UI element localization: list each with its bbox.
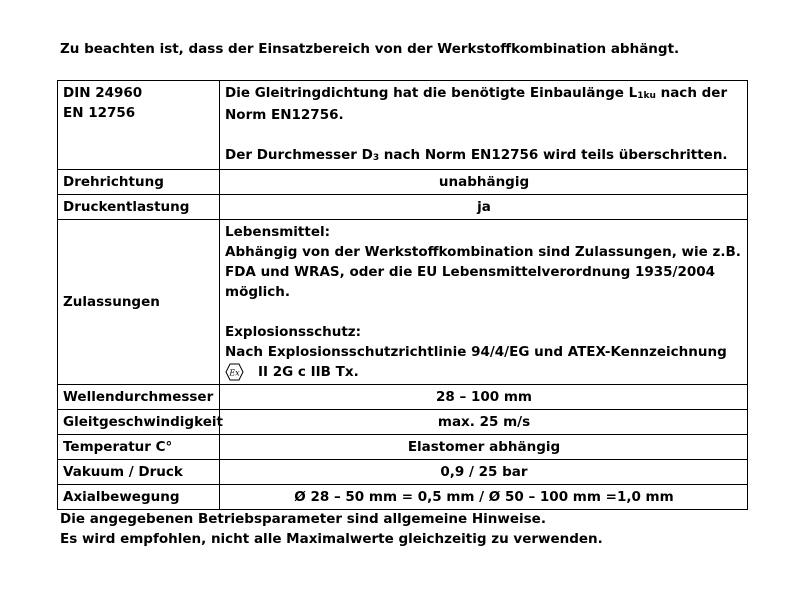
norm-gap — [225, 125, 743, 145]
ex-marking-text: Ex — [229, 368, 240, 378]
footer-line-2: Es wird empfohlen, nicht alle Maximalwerte gleichzeitig zu verwenden. — [60, 531, 603, 547]
intro-text: Zu beachten ist, dass der Einsatzbereich von der Werkstoffkombination abhängt. — [60, 41, 680, 57]
gleitgeschwindigkeit-value: max. 25 m/s — [220, 410, 748, 435]
norm-text-diameter-before: Der Durchmesser D — [225, 147, 373, 163]
wellendurchmesser-value: 28 – 100 mm — [220, 385, 748, 410]
table-row-zulassungen — [58, 220, 748, 385]
table-row-wellendurchmesser — [58, 385, 748, 410]
table-row-drehrichtung — [58, 170, 748, 195]
norm-text-length-after: nach der Norm EN12756. — [225, 85, 728, 123]
norm-text-length — [225, 83, 743, 125]
axialbewegung-label: Axialbewegung — [58, 485, 220, 510]
axialbewegung-value: Ø 28 – 50 mm = 0,5 mm / Ø 50 – 100 mm =1,0 mm — [220, 485, 748, 510]
food-text: Abhängig von der Werkstoffkombination sind Zulassungen, wie z.B. FDA und WRAS, oder die EU Lebensmittelverordnung 1935/2004 möglich. — [225, 244, 741, 300]
temperatur-label: Temperatur C° — [58, 435, 220, 460]
zulassungen-gap — [225, 302, 743, 322]
temperatur-value: Elastomer abhängig — [220, 435, 748, 460]
explosion-text-before: Nach Explosionsschutzrichtlinie 94/4/EG und ATEX-Kennzeichnung — [225, 344, 727, 360]
drehrichtung-value: unabhängig — [220, 170, 748, 195]
table-row-norm — [58, 81, 748, 170]
norm-text-length-before: Die Gleitringdichtung hat die benötigte Einbaulänge L — [225, 85, 638, 101]
druckentlastung-label: Druckentlastung — [58, 195, 220, 220]
food-heading: Lebensmittel: — [225, 224, 331, 240]
table-row-temperatur — [58, 435, 748, 460]
vakuum-value: 0,9 / 25 bar — [220, 460, 748, 485]
explosion-text — [225, 342, 743, 382]
norm-value-cell — [220, 81, 748, 170]
zulassungen-label: Zulassungen — [58, 220, 220, 385]
norm-label-din: DIN 24960 — [63, 85, 143, 101]
table-row-druckentlastung — [58, 195, 748, 220]
norm-text-length-sub: 1ku — [637, 91, 656, 101]
druckentlastung-value: ja — [220, 195, 748, 220]
table-row-vakuum — [58, 460, 748, 485]
spec-table — [57, 80, 748, 510]
norm-label-en: EN 12756 — [63, 105, 136, 121]
table-row-gleitgeschwindigkeit — [58, 410, 748, 435]
zulassungen-value-cell — [220, 220, 748, 385]
explosion-heading: Explosionsschutz: — [225, 324, 362, 340]
vakuum-label: Vakuum / Druck — [58, 460, 220, 485]
norm-text-diameter-sub: 3 — [372, 153, 380, 163]
norm-text-diameter — [225, 145, 743, 167]
explosion-text-after: II 2G c IIB Tx. — [258, 364, 359, 380]
footer-notes — [60, 509, 603, 549]
ex-marking-icon — [225, 363, 244, 381]
footer-line-1: Die angegebenen Betriebsparameter sind allgemeine Hinweise. — [60, 511, 546, 527]
drehrichtung-label: Drehrichtung — [58, 170, 220, 195]
wellendurchmesser-label: Wellendurchmesser — [58, 385, 220, 410]
gleitgeschwindigkeit-label: Gleitgeschwindigkeit — [58, 410, 220, 435]
table-row-axialbewegung — [58, 485, 748, 510]
norm-text-diameter-after: nach Norm EN12756 wird teils überschritten. — [379, 147, 728, 163]
norm-label-cell — [58, 81, 220, 170]
